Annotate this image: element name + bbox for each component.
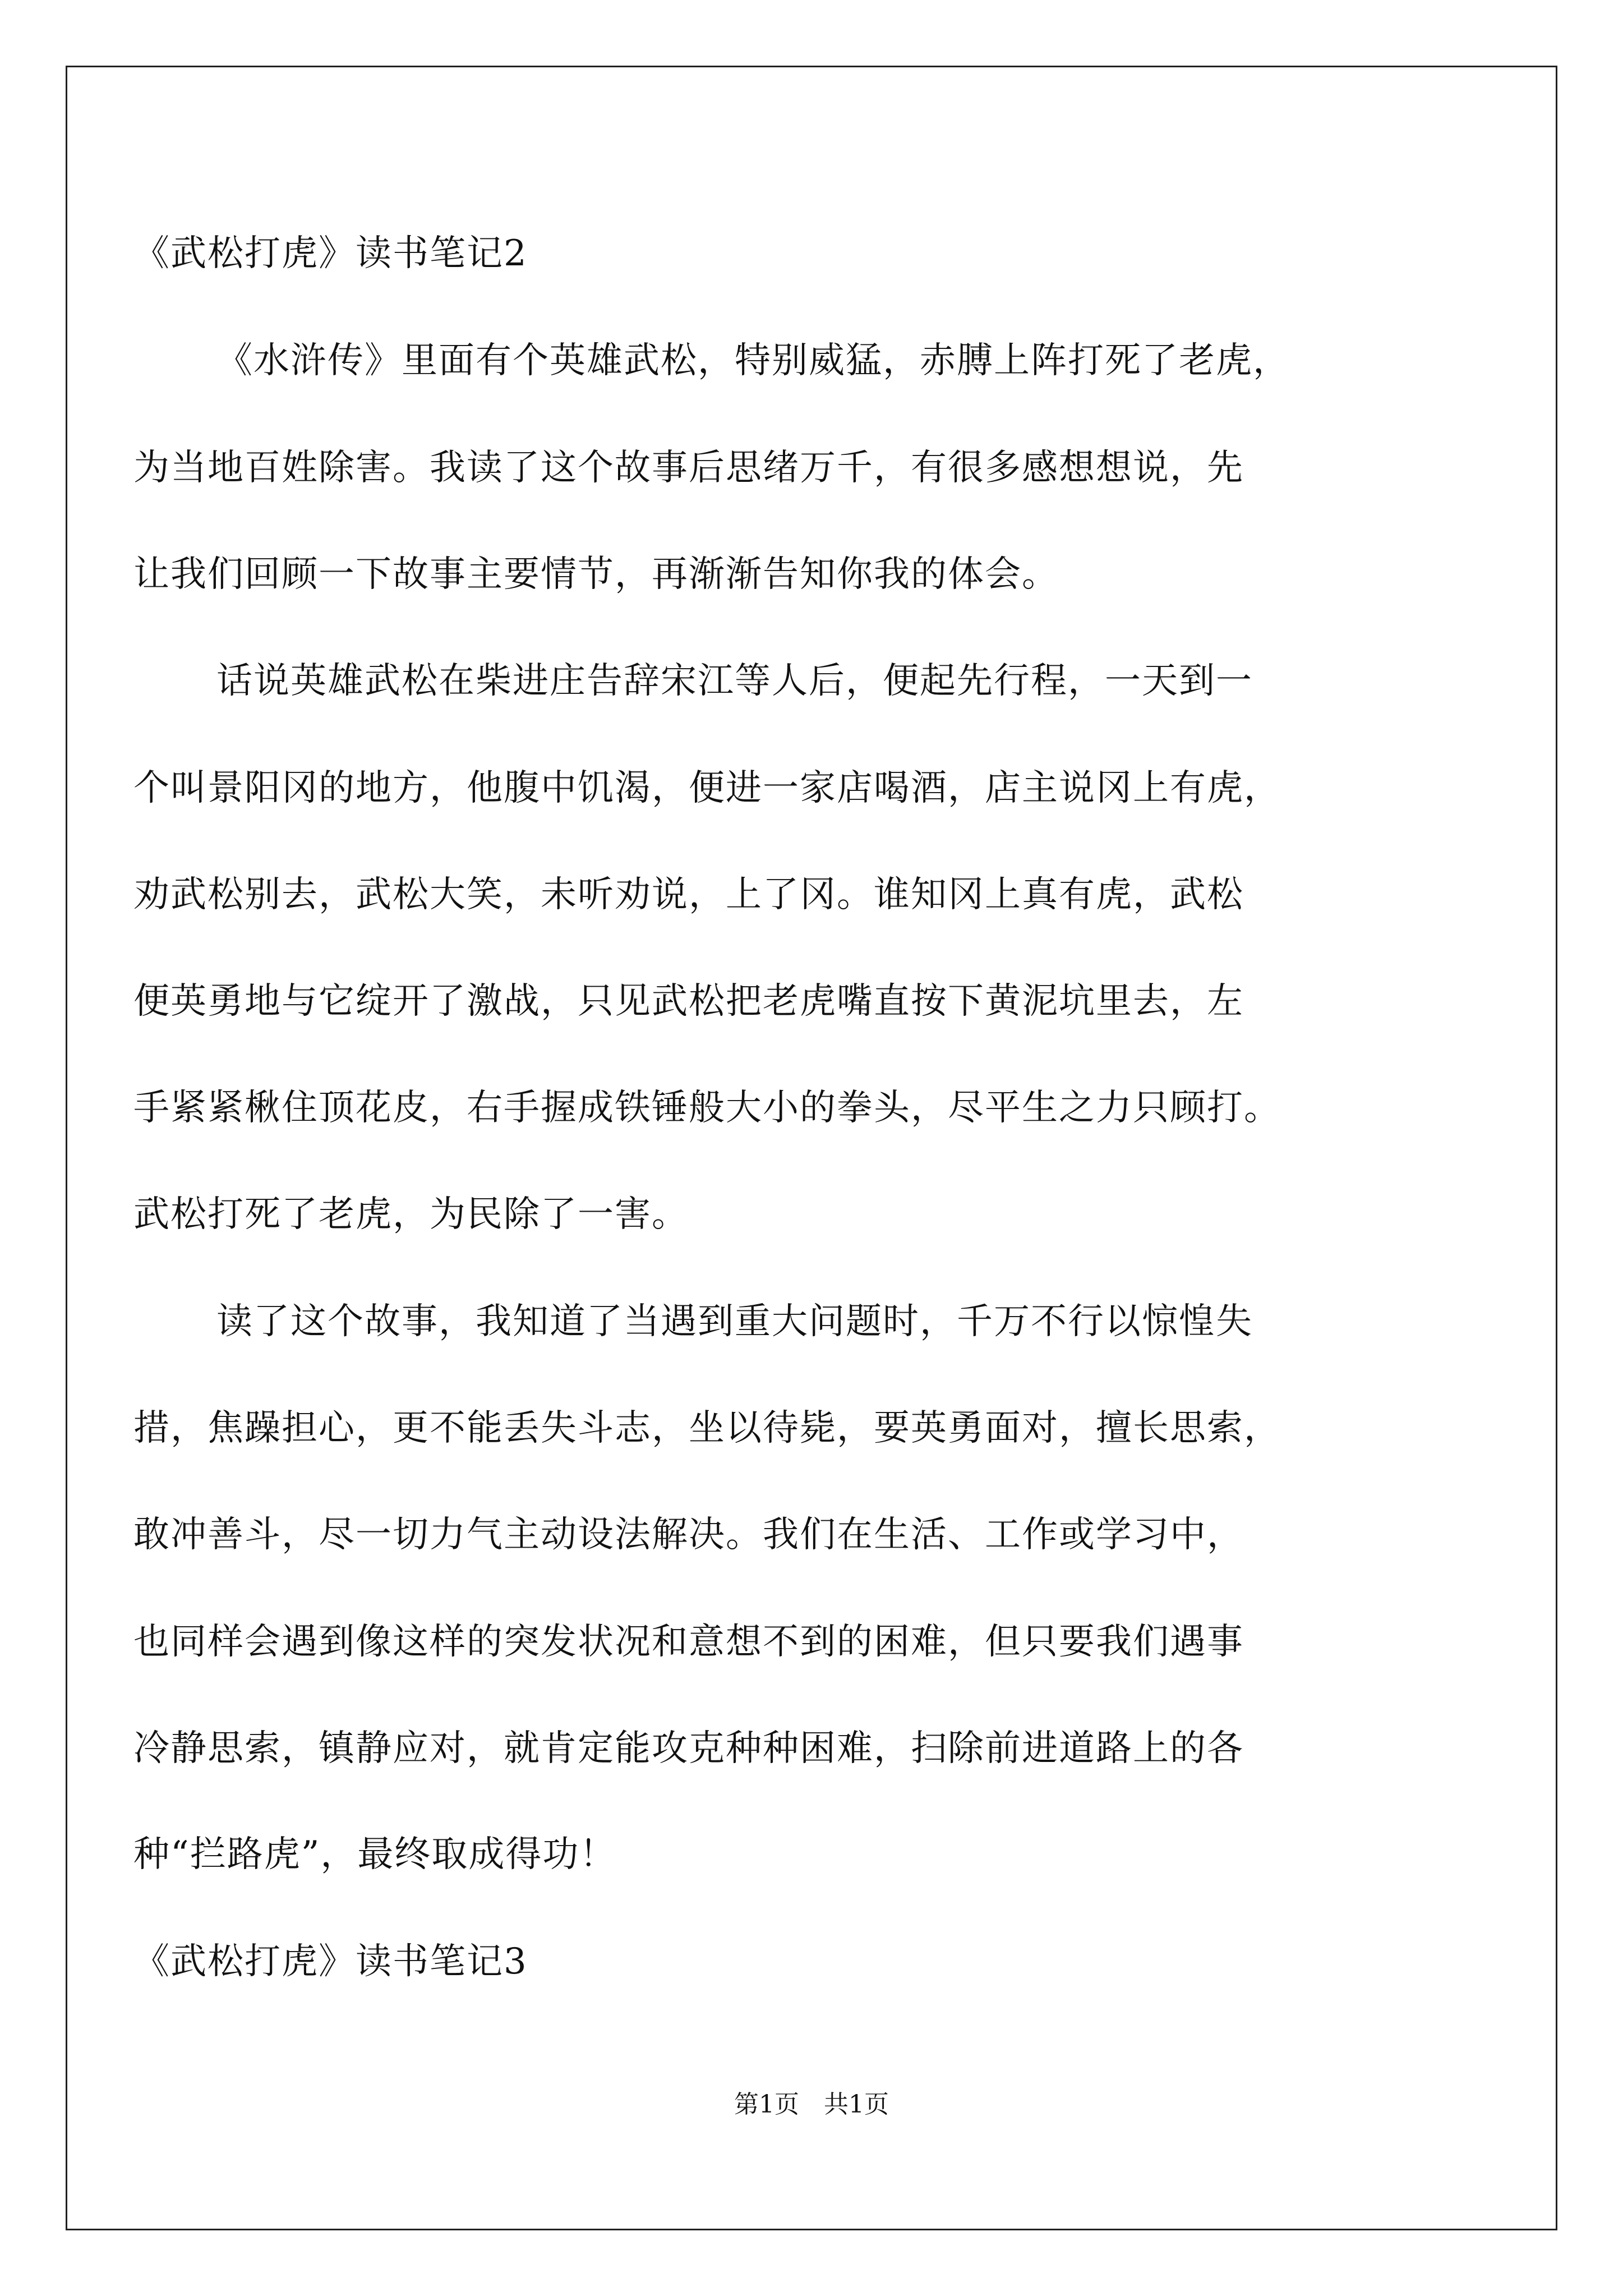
page-footer: 第1页 共1页	[734, 2090, 889, 2119]
paragraph-line: 读了这个故事，我知道了当遇到重大问题时，千万不行以惊惶失	[216, 1301, 1253, 1342]
paragraph-line: 便英勇地与它绽开了激战，只见武松把老虎嘴直按下黄泥坑里去，左	[133, 981, 1244, 1022]
paragraph-line: 敢冲善斗，尽一切力气主动设法解决。我们在生活、工作或学习中，	[133, 1514, 1244, 1556]
paragraph-line: 让我们回顾一下故事主要情节，再渐渐告知你我的体会。	[133, 554, 1059, 595]
page-border	[66, 66, 1557, 2230]
paragraph-line: 也同样会遇到像这样的突发状况和意想不到的困难，但只要我们遇事	[133, 1621, 1244, 1663]
paragraph-line: 措，焦躁担心，更不能丢失斗志，坐以待毙，要英勇面对，擅长思索，	[133, 1407, 1281, 1449]
section-title-3: 《武松打虎》读书笔记3	[133, 1941, 528, 1982]
section-title-2: 《武松打虎》读书笔记2	[133, 233, 528, 274]
paragraph-line: 手紧紧楸住顶花皮，右手握成铁锤般大小的拳头，尽平生之力只顾打。	[133, 1087, 1281, 1129]
paragraph-line: 劝武松别去，武松大笑，未听劝说，上了冈。谁知冈上真有虎，武松	[133, 874, 1244, 915]
paragraph-line: 话说英雄武松在柴进庄告辞宋江等人后，便起先行程，一天到一	[216, 660, 1253, 702]
paragraph-line: 冷静思索，镇静应对，就肯定能攻克种种困难，扫除前进道路上的各	[133, 1728, 1244, 1769]
paragraph-line: 武松打死了老虎，为民除了一害。	[133, 1194, 689, 1235]
paragraph-line: 个叫景阳冈的地方，他腹中饥渴，便进一家店喝酒，店主说冈上有虎，	[133, 767, 1281, 809]
paragraph-line: 为当地百姓除害。我读了这个故事后思绪万千，有很多感想想说，先	[133, 447, 1244, 489]
paragraph-line: 种“拦路虎”，最终取成得功！	[133, 1834, 617, 1875]
paragraph-line: 《水浒传》里面有个英雄武松，特别威猛，赤膊上阵打死了老虎，	[216, 340, 1290, 381]
